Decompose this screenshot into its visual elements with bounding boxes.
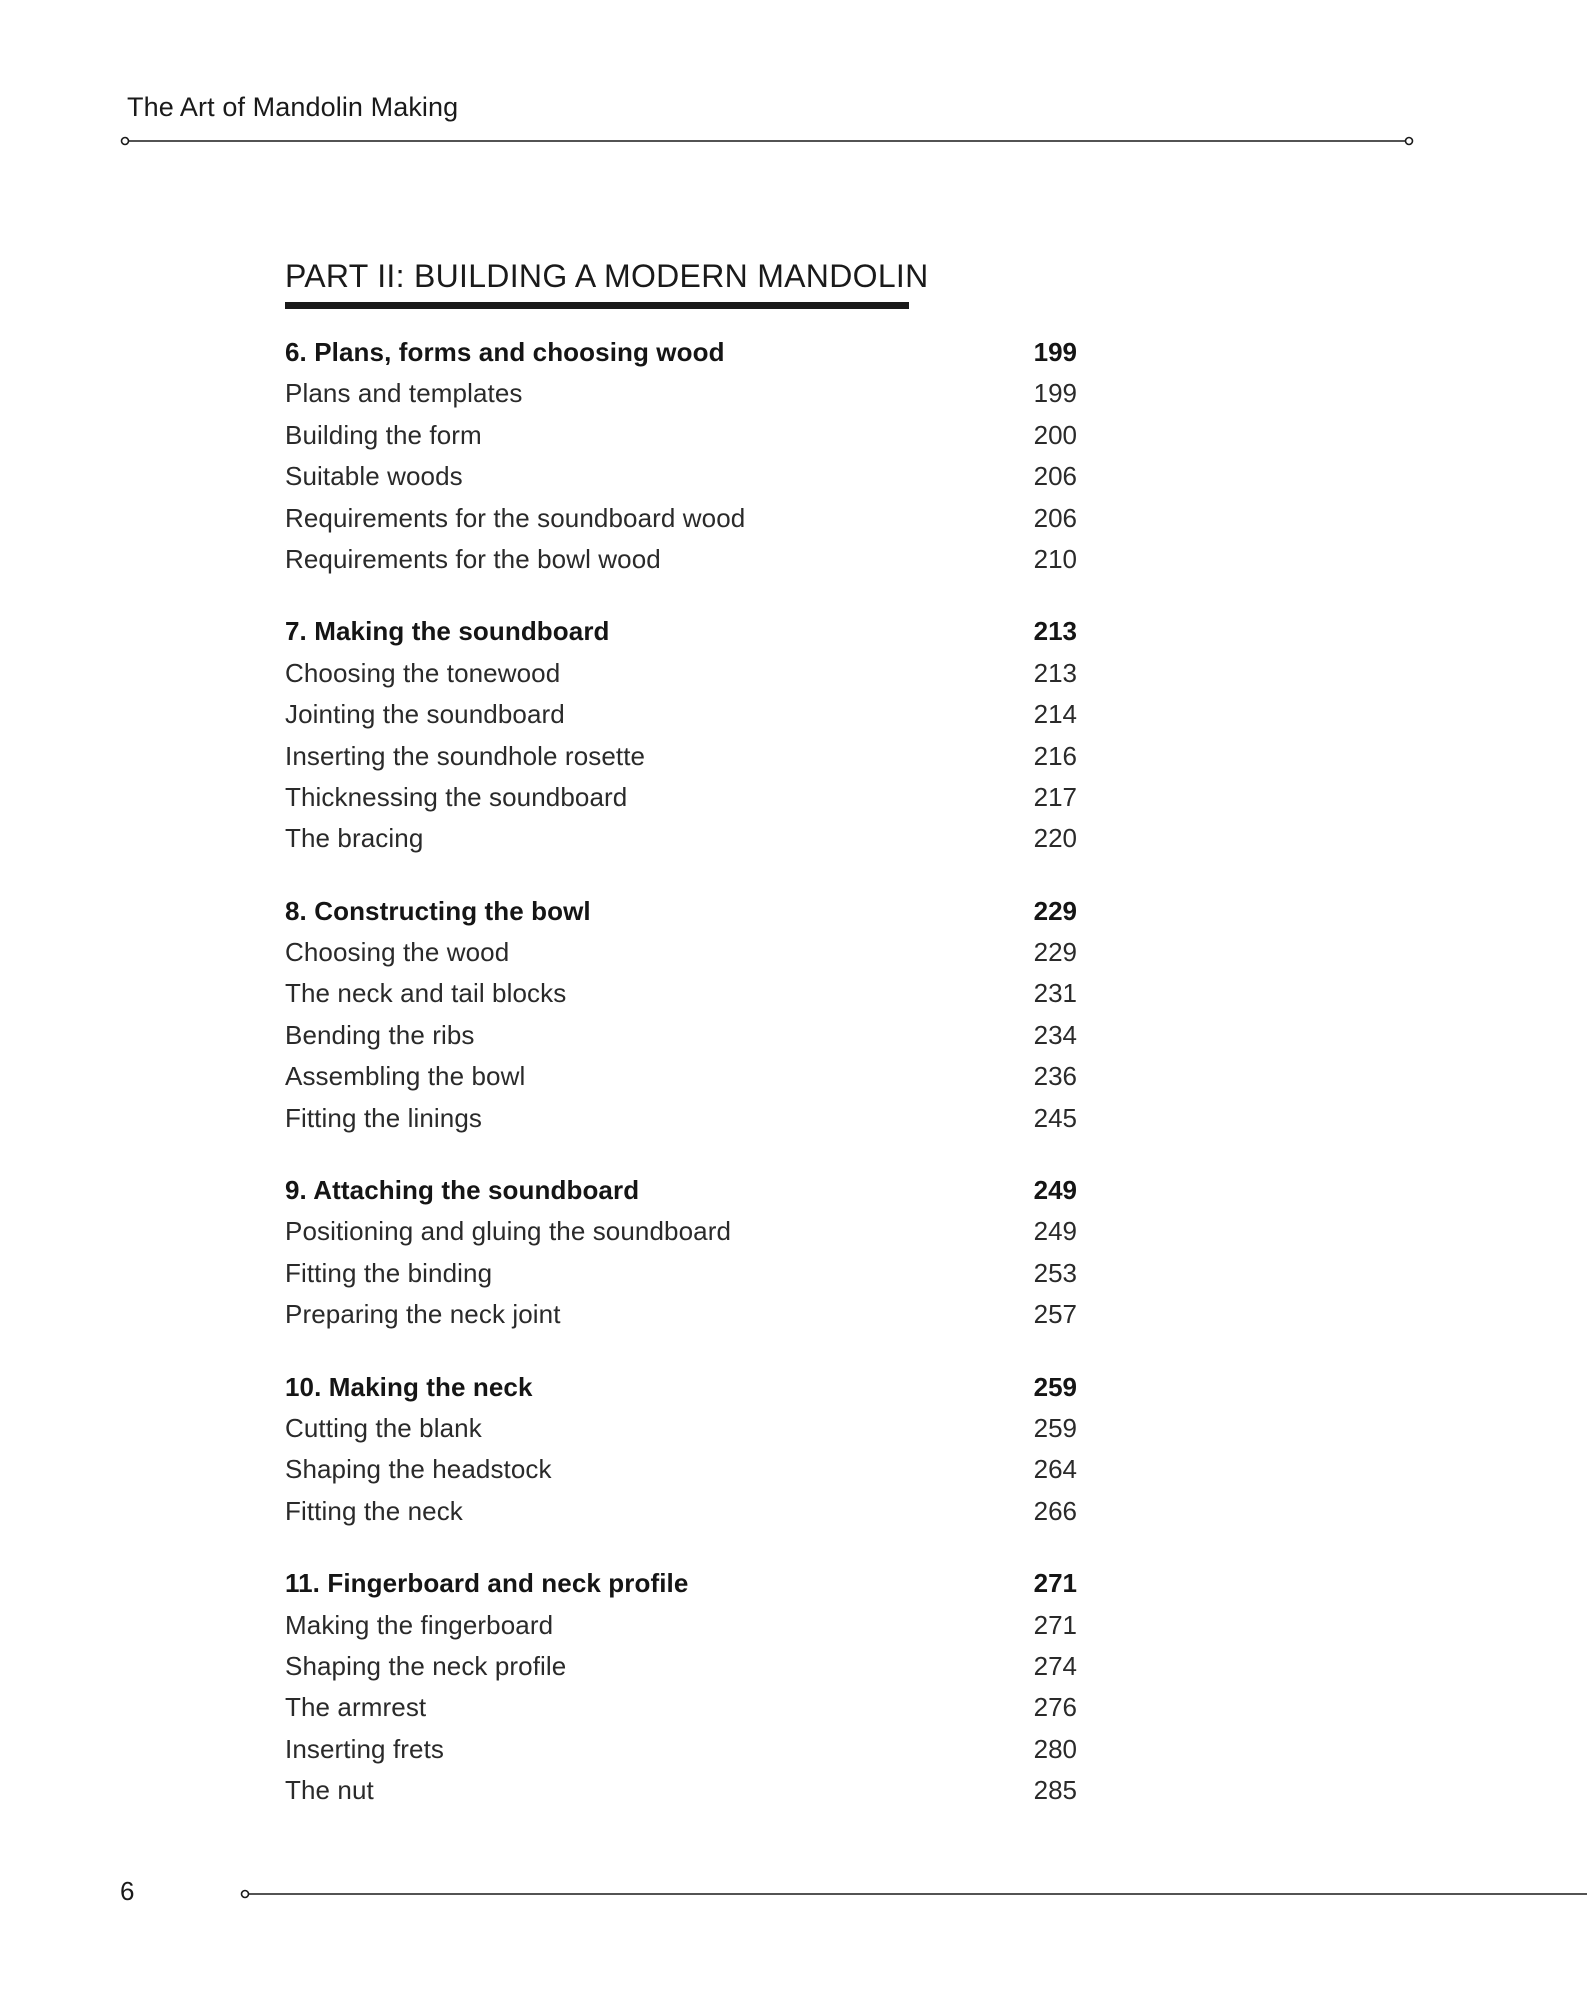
toc-entry[interactable] [285, 1687, 1077, 1728]
entry-page-number: 210 [1033, 543, 1077, 574]
chapter-page-number: 199 [1033, 337, 1077, 367]
entry-title: Shaping the neck profile [285, 1650, 567, 1681]
toc-entry[interactable] [285, 415, 1077, 456]
entry-page-number: 276 [1033, 1692, 1077, 1723]
toc-entry[interactable] [285, 777, 1077, 818]
running-header-title: The Art of Mandolin Making [127, 92, 459, 122]
toc-entry[interactable] [285, 694, 1077, 735]
entry-page-number: 280 [1033, 1733, 1077, 1764]
entry-page-number: 274 [1033, 1650, 1077, 1681]
toc-entry[interactable] [285, 1211, 1077, 1252]
entry-page-number: 213 [1033, 657, 1077, 688]
toc-entry[interactable] [285, 1605, 1077, 1646]
entry-page-number: 231 [1033, 978, 1077, 1009]
toc-chapter-10 [285, 1367, 1077, 1533]
entry-title: Requirements for the bowl wood [285, 543, 661, 574]
toc-entry[interactable] [285, 539, 1077, 580]
entry-title: Shaping the headstock [285, 1454, 552, 1485]
entry-page-number: 264 [1033, 1454, 1077, 1485]
entry-title: Jointing the soundboard [285, 699, 565, 730]
chapter-title: 6. Plans, forms and choosing wood [285, 337, 725, 367]
entry-page-number: 234 [1033, 1019, 1077, 1050]
entry-page-number: 249 [1033, 1216, 1077, 1247]
entry-title: Inserting the soundhole rosette [285, 740, 646, 771]
toc-entry[interactable] [285, 373, 1077, 414]
table-of-contents [285, 332, 1077, 1843]
chapter-title: 8. Constructing the bowl [285, 895, 591, 926]
toc-entry[interactable] [285, 932, 1077, 973]
entry-title: Requirements for the soundboard wood [285, 502, 746, 533]
chapter-page-number: 213 [1033, 616, 1077, 647]
entry-page-number: 253 [1033, 1257, 1077, 1288]
toc-entry[interactable] [285, 1015, 1077, 1056]
toc-entry[interactable] [285, 1449, 1077, 1490]
toc-chapter-8 [285, 891, 1077, 1139]
entry-page-number: 236 [1033, 1061, 1077, 1092]
entry-title: The bracing [285, 823, 424, 854]
entry-title: Positioning and gluing the soundboard [285, 1216, 732, 1247]
entry-page-number: 216 [1033, 740, 1077, 771]
entry-title: Choosing the tonewood [285, 657, 561, 688]
toc-entry[interactable] [285, 818, 1077, 859]
entry-title: Plans and templates [285, 378, 523, 409]
toc-entry[interactable] [285, 653, 1077, 694]
entry-title: Preparing the neck joint [285, 1299, 561, 1330]
entry-page-number: 199 [1033, 378, 1077, 409]
entry-title: Cutting the blank [285, 1412, 482, 1443]
toc-chapter-6 [285, 332, 1077, 580]
part-title-underline [285, 302, 909, 309]
toc-entry[interactable] [285, 1646, 1077, 1687]
entry-page-number: 229 [1033, 937, 1077, 968]
entry-title: Fitting the neck [285, 1495, 463, 1526]
toc-entry[interactable] [285, 498, 1077, 539]
chapter-heading[interactable] [285, 1563, 1077, 1604]
chapter-heading[interactable] [285, 1170, 1077, 1211]
header-rule [120, 136, 1414, 146]
entry-page-number: 220 [1033, 823, 1077, 854]
chapter-heading[interactable] [285, 611, 1077, 652]
entry-page-number: 257 [1033, 1299, 1077, 1330]
chapter-title: 10. Making the neck [285, 1371, 533, 1402]
entry-title: Making the fingerboard [285, 1609, 554, 1640]
entry-page-number: 245 [1033, 1102, 1077, 1133]
chapter-title: 9. Attaching the soundboard [285, 1175, 640, 1206]
toc-entry[interactable] [285, 1408, 1077, 1449]
entry-title: The neck and tail blocks [285, 978, 567, 1009]
toc-entry[interactable] [285, 1770, 1077, 1811]
part-title: PART II: BUILDING A MODERN MANDOLIN [285, 258, 929, 294]
entry-title: Choosing the wood [285, 937, 510, 968]
entry-title: Fitting the binding [285, 1257, 493, 1288]
entry-page-number: 206 [1033, 502, 1077, 533]
toc-entry[interactable] [285, 736, 1077, 777]
entry-page-number: 259 [1033, 1412, 1077, 1443]
chapter-page-number: 259 [1033, 1371, 1077, 1402]
toc-entry[interactable] [285, 1729, 1077, 1770]
entry-title: Building the form [285, 419, 482, 450]
entry-page-number: 271 [1033, 1609, 1077, 1640]
entry-title: Assembling the bowl [285, 1061, 526, 1092]
footer-rule [240, 1889, 1587, 1899]
entry-title: Fitting the linings [285, 1102, 483, 1133]
toc-entry[interactable] [285, 1491, 1077, 1532]
chapter-heading[interactable] [285, 891, 1077, 932]
toc-entry[interactable] [285, 973, 1077, 1014]
chapter-page-number: 229 [1033, 895, 1077, 926]
entry-title: Suitable woods [285, 461, 463, 492]
chapter-page-number: 249 [1033, 1175, 1077, 1206]
toc-entry[interactable] [285, 1294, 1077, 1335]
entry-title: Thicknessing the soundboard [285, 781, 628, 812]
toc-entry[interactable] [285, 1253, 1077, 1294]
toc-entry[interactable] [285, 1098, 1077, 1139]
entry-page-number: 266 [1033, 1495, 1077, 1526]
toc-chapter-9 [285, 1170, 1077, 1336]
chapter-title: 11. Fingerboard and neck profile [285, 1568, 689, 1599]
entry-page-number: 285 [1033, 1775, 1077, 1806]
entry-page-number: 200 [1033, 419, 1077, 450]
entry-title: The nut [285, 1775, 374, 1806]
chapter-title: 7. Making the soundboard [285, 616, 610, 647]
chapter-heading[interactable] [285, 1367, 1077, 1408]
entry-page-number: 206 [1033, 461, 1077, 492]
toc-chapter-7 [285, 611, 1077, 859]
entry-title: Bending the ribs [285, 1019, 475, 1050]
page-number: 6 [120, 1876, 135, 1906]
toc-entry[interactable] [285, 456, 1077, 497]
entry-title: Inserting frets [285, 1733, 445, 1764]
entry-title: The armrest [285, 1692, 427, 1723]
toc-entry[interactable] [285, 1056, 1077, 1097]
chapter-heading[interactable] [285, 332, 1077, 373]
entry-page-number: 214 [1033, 699, 1077, 730]
chapter-page-number: 271 [1033, 1568, 1077, 1599]
entry-page-number: 217 [1033, 781, 1077, 812]
toc-chapter-11 [285, 1563, 1077, 1811]
